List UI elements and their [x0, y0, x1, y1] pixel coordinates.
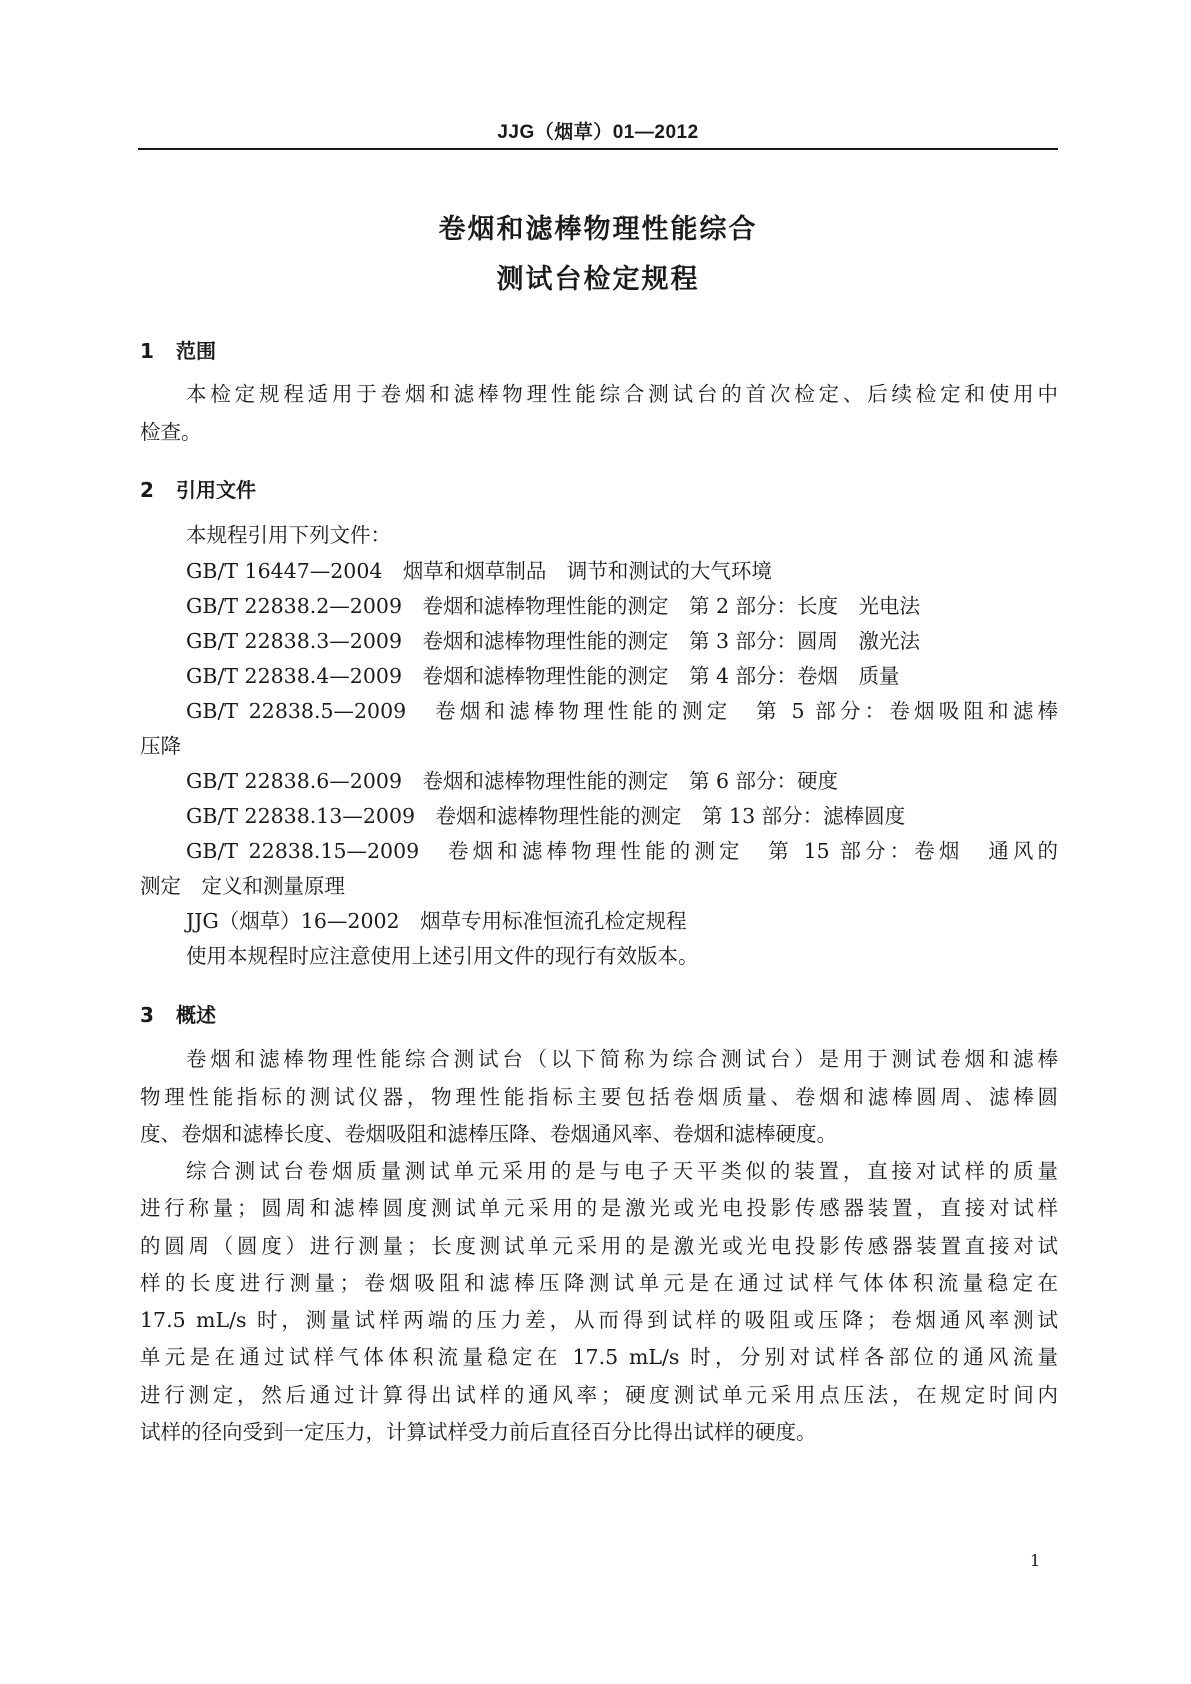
section-number: 3 — [140, 1003, 154, 1027]
overview-paragraph-line: 进行称量；圆周和滤棒圆度测试单元采用的是激光或光电投影传感器装置，直接对试样 — [140, 1196, 1058, 1220]
section-title: 概述 — [176, 1003, 216, 1027]
overview-paragraph-line: 度、卷烟和滤棒长度、卷烟吸阻和滤棒压降、卷烟通风率、卷烟和滤棒硬度。 — [140, 1122, 837, 1146]
reference-item: GB/T 22838.5—2009 卷烟和滤棒物理性能的测定 第 5 部分：卷烟吸阻和滤棒 — [186, 699, 1058, 723]
overview-paragraph-line: 的圆周（圆度）进行测量；长度测试单元采用的是激光或光电投影传感器装置直接对试 — [140, 1234, 1058, 1258]
document-title-line-1: 卷烟和滤棒物理性能综合 — [438, 214, 758, 245]
section-title: 引用文件 — [176, 478, 256, 502]
reference-item: GB/T 22838.4—2009 卷烟和滤棒物理性能的测定 第 4 部分：卷烟 质量 — [186, 664, 900, 688]
section-heading-references — [140, 474, 256, 503]
overview-paragraph-line: 物理性能指标的测试仪器，物理性能指标主要包括卷烟质量、卷烟和滤棒圆周、滤棒圆 — [140, 1085, 1058, 1109]
scope-paragraph-line: 本检定规程适用于卷烟和滤棒物理性能综合测试台的首次检定、后续检定和使用中 — [186, 382, 1058, 406]
scope-paragraph-line: 检查。 — [140, 420, 202, 444]
overview-paragraph-line: 综合测试台卷烟质量测试单元采用的是与电子天平类似的装置，直接对试样的质量 — [186, 1159, 1058, 1183]
overview-paragraph-line: 17.5 mL/s 时，测量试样两端的压力差，从而得到试样的吸阻或压降；卷烟通风率测试 — [140, 1308, 1058, 1332]
section-heading-overview — [140, 999, 216, 1028]
reference-item: GB/T 22838.13—2009 卷烟和滤棒物理性能的测定 第 13 部分：滤棒圆度 — [186, 804, 906, 828]
section-number: 1 — [140, 339, 154, 363]
reference-item-continuation: 压降 — [140, 734, 181, 758]
references-intro: 本规程引用下列文件： — [186, 523, 391, 547]
header-rule — [138, 148, 1058, 150]
reference-item: GB/T 16447—2004 烟草和烟草制品 调节和测试的大气环境 — [186, 559, 772, 583]
reference-item: GB/T 22838.15—2009 卷烟和滤棒物理性能的测定 第 15 部分：卷烟 通风的 — [186, 839, 1058, 863]
section-title: 范围 — [176, 339, 216, 363]
running-header: JJG（烟草）01—2012 — [497, 122, 699, 143]
section-heading-scope — [140, 335, 216, 364]
page-number: 1 — [1030, 1551, 1041, 1570]
overview-paragraph-line: 样的长度进行测量；卷烟吸阻和滤棒压降测试单元是在通过试样气体体积流量稳定在 — [140, 1271, 1058, 1295]
reference-item: GB/T 22838.2—2009 卷烟和滤棒物理性能的测定 第 2 部分：长度 光电法 — [186, 594, 921, 618]
reference-item-continuation: 测定 定义和测量原理 — [140, 874, 345, 898]
overview-paragraph-line: 试样的径向受到一定压力，计算试样受力前后直径百分比得出试样的硬度。 — [140, 1420, 817, 1444]
document-title-line-2: 测试台检定规程 — [496, 264, 700, 295]
reference-item: JJG（烟草）16—2002 烟草专用标准恒流孔检定规程 — [186, 909, 687, 933]
overview-paragraph-line: 卷烟和滤棒物理性能综合测试台（以下简称为综合测试台）是用于测试卷烟和滤棒 — [186, 1047, 1058, 1071]
references-note: 使用本规程时应注意使用上述引用文件的现行有效版本。 — [186, 944, 699, 968]
overview-paragraph-line: 单元是在通过试样气体体积流量稳定在 17.5 mL/s 时，分别对试样各部位的通风流量 — [140, 1345, 1058, 1369]
reference-item: GB/T 22838.6—2009 卷烟和滤棒物理性能的测定 第 6 部分：硬度 — [186, 769, 839, 793]
section-number: 2 — [140, 478, 154, 502]
reference-item: GB/T 22838.3—2009 卷烟和滤棒物理性能的测定 第 3 部分：圆周 激光法 — [186, 629, 921, 653]
overview-paragraph-line: 进行测定，然后通过计算得出试样的通风率；硬度测试单元采用点压法，在规定时间内 — [140, 1383, 1058, 1407]
